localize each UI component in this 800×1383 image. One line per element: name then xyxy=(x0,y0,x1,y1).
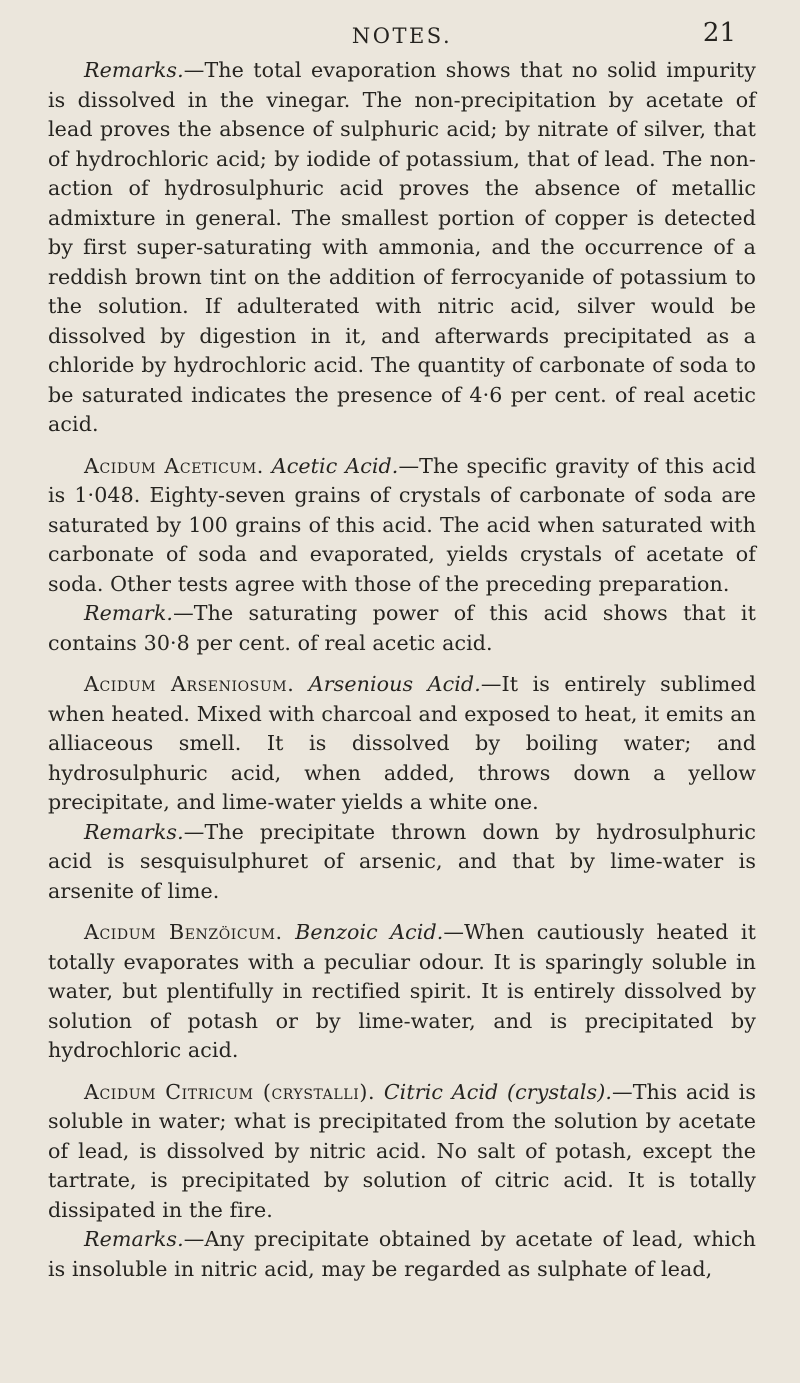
paragraph-remark-acetic xyxy=(48,599,756,658)
entry-title: Benzoic Acid. xyxy=(295,920,444,944)
paragraph-lead: Remarks. xyxy=(84,58,184,82)
entry-text: —The specific gravity of this acid is 1·048. Eighty-seven grains of crystals of carbonate of soda are saturated by 100 grains of this acid. The acid when saturated with carbonate of soda and evaporated, yields crystals of acetate of soda. Other tests agree with those of the preceding preparation. xyxy=(48,453,756,596)
paragraph-lead: Remarks. xyxy=(84,1227,184,1251)
page-header xyxy=(48,0,756,56)
entry-heading: Acidum Citricum (crystalli). xyxy=(84,1079,376,1104)
paragraph-lead: Remarks. xyxy=(84,819,184,844)
paragraph-text: —Any precipitate obtained by acetate of lead, which is insoluble in nitric acid, may be regarded as sulphate of lead, xyxy=(48,1227,756,1281)
paragraph-remarks-citric xyxy=(48,1225,756,1284)
entry-title: Acetic Acid. xyxy=(271,453,399,478)
entry-heading: Acidum Arseniosum. xyxy=(84,672,295,696)
paragraph-remarks-arsenious xyxy=(48,818,756,907)
entry-acidum-arseniosum xyxy=(48,670,756,818)
entry-acidum-citricum xyxy=(48,1078,756,1226)
paragraph-text: —The total evaporation shows that no solid impurity is dissolved in the vinegar. The non-precipitation by acetate of lead proves the absence of sulphuric acid; by nitrate of silver, that of hydrochloric acid; by iodide of potassium, that of lead. The non-action of hydrosulphuric acid proves the absence of metallic admixture in general. The smallest portion of copper is detected by first super-saturating with ammonia, and the occurrence of a reddish brown tint on the addition of ferrocyanide of potassium to the solution. If adulterated with nitric acid, silver would be dissolved by digestion in it, and afterwards precipitated as a chloride by hydrochloric acid. The quantity of carbonate of soda to be saturated indicates the presence of 4·6 per cent. of real acetic acid. xyxy=(48,58,756,436)
entry-heading: Acidum Aceticum. xyxy=(84,453,264,478)
entry-acidum-benzoicum xyxy=(48,918,756,1066)
running-head: NOTES. xyxy=(351,24,453,48)
entry-title: Citric Acid (crystals). xyxy=(383,1079,612,1104)
entry-text: —When cautiously heated it totally evaporates with a peculiar odour. It is sparingly soluble in water, but plentifully in rectified spirit. It is entirely dissolved by solution of potash or by lime-water, and is precipitated by hydrochloric acid. xyxy=(48,920,756,1062)
entry-title: Arsenious Acid. xyxy=(308,672,481,696)
paragraph-text: —The saturating power of this acid shows that it contains 30·8 per cent. of real acetic acid. xyxy=(48,601,756,655)
entry-acidum-aceticum xyxy=(48,452,756,600)
paragraph-lead: Remark. xyxy=(84,601,174,625)
entry-heading: Acidum Benzöicum. xyxy=(84,920,283,944)
entry-text: —This acid is soluble in water; what is precipitated from the solution by acetate of lead, is dissolved by nitric acid. No salt of potash, except the tartrate, is precipitated by solution of citric acid. It is totally dissipated in the fire. xyxy=(48,1079,756,1222)
entry-text: —It is entirely sublimed when heated. Mixed with charcoal and exposed to heat, it emits an alliaceous smell. It is dissolved by boiling water; and hydrosulphuric acid, when added, throws down a yellow precipitate, and lime-water yields a white one. xyxy=(48,672,756,814)
paragraph-remarks-vinegar xyxy=(48,56,756,440)
page-number: 21 xyxy=(702,18,736,48)
paragraph-text: —The precipitate thrown down by hydrosulphuric acid is sesquisulphuret of arsenic, and that by lime-water is arsenite of lime. xyxy=(48,819,756,903)
